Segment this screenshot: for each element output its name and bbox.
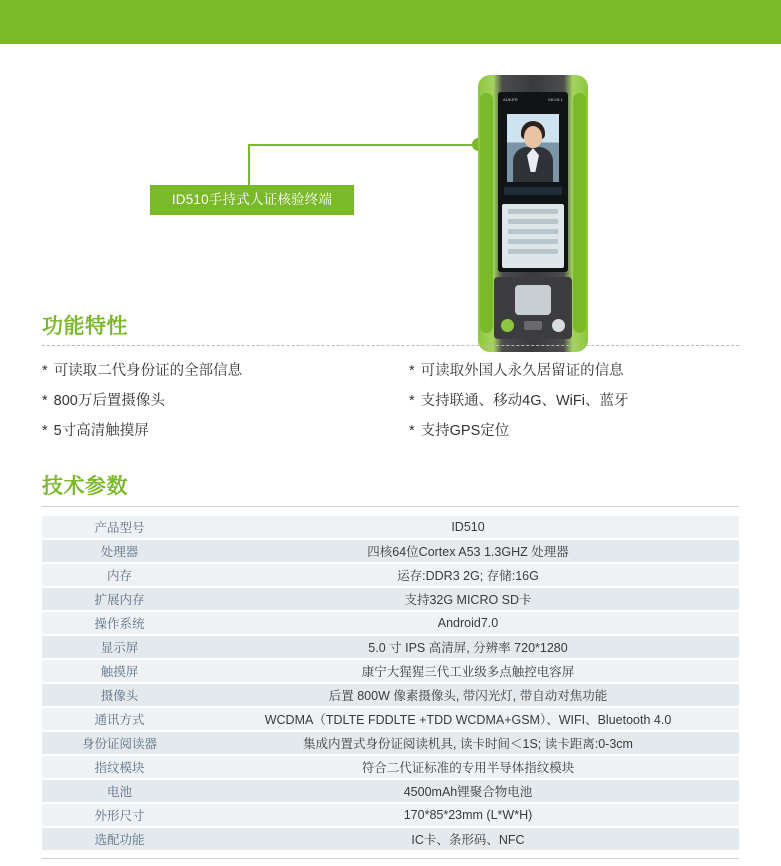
- device-button-left: [501, 319, 514, 332]
- table-row: [42, 732, 739, 754]
- spec-value-cell: 后置 800W 像素摄像头, 带闪光灯, 带自动对焦功能: [197, 684, 739, 706]
- spec-key-cell: 摄像头: [42, 684, 197, 706]
- table-row: [42, 564, 739, 586]
- bullet-icon: *: [409, 393, 415, 409]
- table-row: [42, 756, 739, 778]
- specs-divider: [42, 506, 739, 507]
- device-lower-panel: [494, 277, 572, 339]
- feature-item: [42, 356, 375, 386]
- spec-key-cell: 身份证阅读器: [42, 732, 197, 754]
- device-grip-right: [573, 93, 586, 333]
- device-portrait-photo: [507, 114, 559, 182]
- spec-value-cell: 康宁大猩猩三代工业级多点触控电容屏: [197, 660, 739, 682]
- feature-text: 可读取外国人永久居留证的信息: [420, 363, 624, 379]
- info-line: [508, 219, 558, 224]
- spec-value-cell: WCDMA（TDLTE FDDLTE +TDD WCDMA+GSM）、WIFI、Bluetooth 4.0: [197, 708, 739, 730]
- page-bottom-divider: [42, 858, 739, 859]
- spec-key-cell: 处理器: [42, 540, 197, 562]
- spec-key-cell: 电池: [42, 780, 197, 802]
- feature-text: 800万后置摄像头: [53, 393, 165, 409]
- spec-value-cell: 5.0 寸 IPS 高清屏, 分辨率 720*1280: [197, 636, 739, 658]
- spec-key-cell: 指纹模块: [42, 756, 197, 778]
- device-status-left-text: AUKER: [503, 97, 518, 102]
- feature-text: 5寸高清触摸屏: [53, 423, 149, 439]
- top-green-band: [0, 0, 781, 44]
- table-row: [42, 780, 739, 802]
- table-row: [42, 516, 739, 538]
- spec-key-cell: 触摸屏: [42, 660, 197, 682]
- table-row: [42, 636, 739, 658]
- specs-section-title: 技术参数: [42, 475, 128, 498]
- device-button-right: [552, 319, 565, 332]
- table-row: [42, 804, 739, 826]
- spec-value-cell: Android7.0: [197, 612, 739, 634]
- device-screen-info-panel: [502, 204, 564, 268]
- device-status-bar: [503, 97, 563, 104]
- info-line: [508, 229, 558, 234]
- table-row: [42, 588, 739, 610]
- device-status-right-text: 08:05:1: [548, 97, 563, 102]
- features-divider: [42, 345, 739, 346]
- spec-key-cell: 操作系统: [42, 612, 197, 634]
- spec-key-cell: 显示屏: [42, 636, 197, 658]
- spec-value-cell: 支持32G MICRO SD卡: [197, 588, 739, 610]
- spec-key-cell: 外形尺寸: [42, 804, 197, 826]
- table-row: [42, 828, 739, 850]
- spec-value-cell: 符合二代证标准的专用半导体指纹模块: [197, 756, 739, 778]
- spec-key-cell: 内存: [42, 564, 197, 586]
- spec-key-cell: 通讯方式: [42, 708, 197, 730]
- features-section-title: 功能特性: [42, 315, 128, 338]
- info-line: [508, 209, 558, 214]
- table-row: [42, 684, 739, 706]
- spec-value-cell: 四核64位Cortex A53 1.3GHZ 处理器: [197, 540, 739, 562]
- spec-value-cell: 170*85*23mm (L*W*H): [197, 804, 739, 826]
- device-illustration: [478, 75, 588, 352]
- callout-leader-line: [248, 144, 480, 186]
- specifications-table: [42, 514, 739, 852]
- device-grip-left: [480, 93, 493, 333]
- bullet-icon: *: [42, 423, 48, 439]
- spec-value-cell: IC卡、条形码、NFC: [197, 828, 739, 850]
- table-row: [42, 612, 739, 634]
- features-list: [42, 356, 742, 446]
- feature-item: [42, 386, 375, 416]
- bullet-icon: *: [409, 363, 415, 379]
- spec-key-cell: 扩展内存: [42, 588, 197, 610]
- spec-value-cell: ID510: [197, 516, 739, 538]
- feature-text: 支持联通、移动4G、WiFi、蓝牙: [420, 393, 629, 409]
- feature-item: [409, 386, 742, 416]
- table-row: [42, 660, 739, 682]
- spec-value-cell: 集成内置式身份证阅读机具, 读卡时间＜1S; 读卡距离:0-3cm: [197, 732, 739, 754]
- feature-item: [409, 356, 742, 386]
- feature-item: [409, 416, 742, 446]
- fingerprint-sensor: [515, 285, 551, 315]
- spec-value-cell: 运存:DDR3 2G; 存储:16G: [197, 564, 739, 586]
- feature-text: 可读取二代身份证的全部信息: [53, 363, 243, 379]
- device-indicator-led: [524, 321, 542, 330]
- feature-item: [42, 416, 375, 446]
- spec-key-cell: 选配功能: [42, 828, 197, 850]
- features-column-right: [409, 356, 742, 446]
- spec-value-cell: 4500mAh锂聚合物电池: [197, 780, 739, 802]
- device-screen: [498, 92, 568, 272]
- bullet-icon: *: [42, 393, 48, 409]
- product-callout-label: ID510手持式人证核验终端: [150, 185, 354, 215]
- table-row: [42, 540, 739, 562]
- portrait-head: [524, 126, 542, 148]
- features-column-left: [42, 356, 375, 446]
- info-line: [508, 239, 558, 244]
- feature-text: 支持GPS定位: [420, 423, 510, 439]
- bullet-icon: *: [409, 423, 415, 439]
- info-line: [508, 249, 558, 254]
- device-screen-caption-bar: [504, 187, 562, 195]
- bullet-icon: *: [42, 363, 48, 379]
- hero-section: [0, 44, 781, 299]
- spec-key-cell: 产品型号: [42, 516, 197, 538]
- table-row: [42, 708, 739, 730]
